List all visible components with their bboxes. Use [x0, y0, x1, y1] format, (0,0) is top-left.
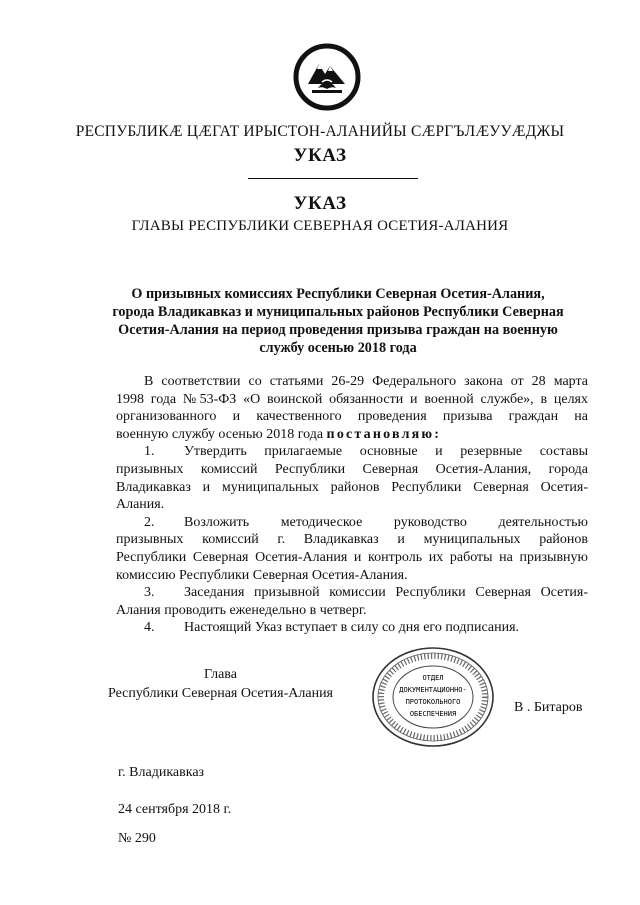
stamp-line: ДОКУМЕНТАЦИОННО-: [399, 686, 467, 694]
decree-word: постановляю:: [326, 426, 442, 442]
item-line: Республики Северная Осетия-Алания и контроль их работы на призывную: [116, 549, 588, 565]
item-text: Настоящий Указ вступает в силу со дня его подписания.: [184, 620, 520, 636]
subject-line: города Владикавказ и муниципальных районов Республики Северная: [112, 304, 564, 320]
issue-date: 24 сентября 2018 г.: [118, 802, 232, 817]
item-line: призывных комиссий г. Владикавказ и муниципальных районов: [116, 532, 588, 548]
stamp-line: ОТДЕЛ: [422, 674, 444, 682]
item-line: Алания.: [116, 497, 165, 513]
issue-place: г. Владикавказ: [118, 765, 205, 780]
decree-body: [116, 373, 588, 637]
official-seal-stamp: [370, 645, 496, 749]
title-divider: [248, 178, 418, 179]
decree-subject: [108, 285, 568, 357]
coat-of-arms-emblem: [292, 42, 362, 112]
item-line: Владикавказ и муниципальных районов Республики Северная Осетия-: [116, 479, 588, 495]
item-1-first-line: [116, 443, 588, 461]
preamble-line: 1998 года №53-ФЗ «О воинской обязанности и военной службе», в целях: [116, 391, 588, 407]
item-text: Утвердить прилагаемые основные и резервные составы: [184, 444, 588, 460]
stamp-line: ОБЕСПЕЧЕНИЯ: [409, 710, 457, 718]
item-3-first-line: [116, 584, 588, 602]
item-line: Алания проводить еженедельно в четверг.: [116, 602, 367, 618]
ukaz-title-top: УКАЗ: [293, 145, 347, 166]
position-line: Республики Северная Осетия-Алания: [108, 686, 333, 701]
ukaz-title-main: УКАЗ: [293, 193, 347, 214]
ossetian-title: РЕСПУБЛИКӔ ЦӔГАТ ИРЫСТОН-АЛАНИЙЫ СӔРГЪЛӔУУӔДЖЫ: [75, 123, 565, 140]
signatory-position: [108, 665, 333, 703]
item-line: призывных комиссий Республики Северная Осетия-Алания, города: [116, 461, 588, 477]
decree-number: № 290: [118, 831, 156, 846]
item-4-first-line: [116, 619, 588, 637]
preamble-line: военную службу осенью 2018 года: [116, 426, 324, 442]
item-number: 1.: [144, 444, 155, 460]
item-2-first-line: [116, 514, 588, 532]
head-of-republic-title: ГЛАВЫ РЕСПУБЛИКИ СЕВЕРНАЯ ОСЕТИЯ-АЛАНИЯ: [131, 218, 509, 234]
preamble-line: организованного и качественного проведения призыва граждан на: [116, 409, 588, 425]
item-text: Возложить методическое руководство деятельностью: [184, 514, 588, 530]
stamp-line: ПРОТОКОЛЬНОГО: [405, 698, 461, 706]
item-line: комиссию Республики Северная Осетия-Алания.: [116, 567, 408, 583]
subject-line: службу осенью 2018 года: [259, 340, 417, 356]
signer-name: В . Битаров: [514, 700, 583, 715]
subject-line: О призывных комиссиях Республики Северная Осетия-Алания,: [131, 286, 545, 302]
item-number: 4.: [144, 620, 155, 636]
subject-line: Осетия-Алания на период проведения призыва граждан на военную: [118, 322, 558, 338]
preamble-last-line: [116, 426, 588, 444]
item-text: Заседания призывной комиссии Республики Северная Осетия-: [184, 585, 588, 601]
preamble-line: В соответствии со статьями 26-29 Федерального закона от 28 марта: [144, 374, 588, 389]
item-number: 3.: [144, 585, 155, 601]
position-line: Глава: [204, 667, 237, 682]
item-number: 2.: [144, 514, 155, 530]
